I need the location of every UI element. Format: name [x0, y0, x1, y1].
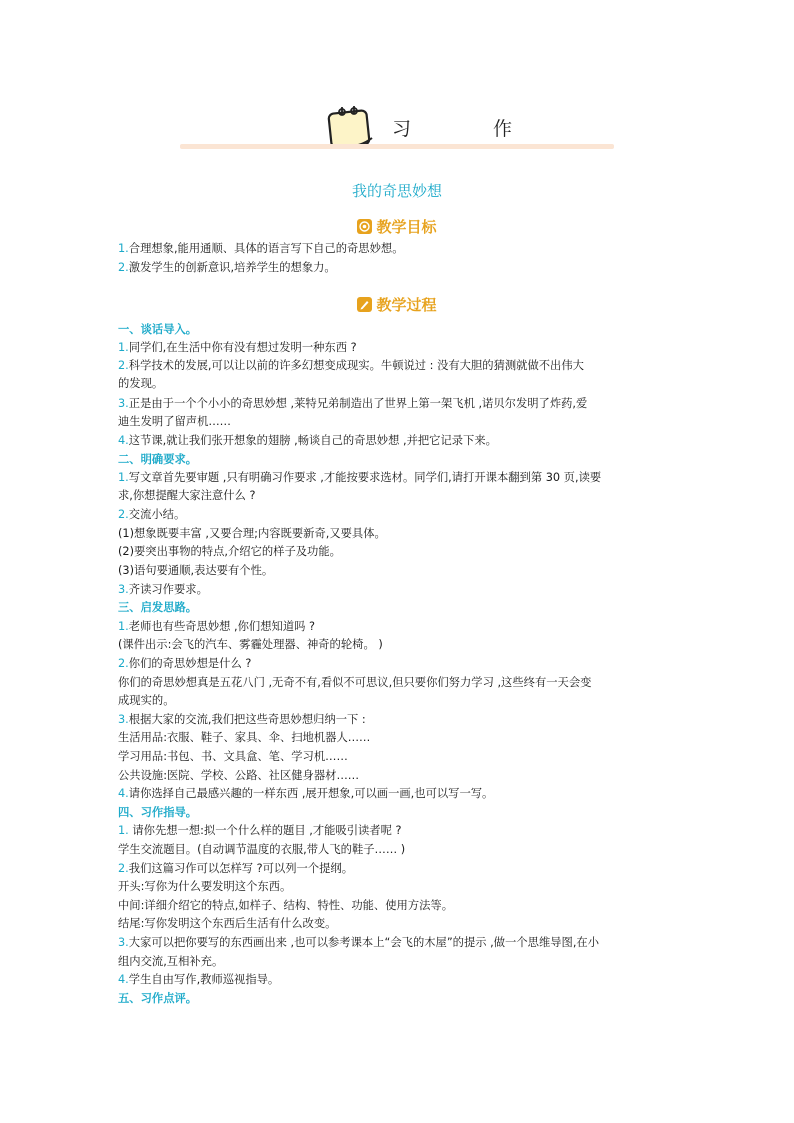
paragraph-line: (3)语句要通顺,表达要有个性。	[118, 564, 274, 577]
paragraph-line: 成现实的。	[118, 694, 175, 707]
process-heading-text: 教学过程	[376, 296, 437, 314]
paragraph-line: 的发现。	[118, 377, 164, 390]
pencil-icon	[357, 297, 372, 312]
paragraph-line: 2.你们的奇思妙想是什么 ?	[118, 657, 252, 670]
subsection-heading: 四、习作指导。	[118, 806, 198, 819]
paragraph-line: 生活用品:衣服、鞋子、家具、伞、扫地机器人……	[118, 731, 371, 744]
page-header	[180, 100, 614, 152]
paragraph-line: 3.大家可以把你要写的东西画出来 ,也可以参考课本上“会飞的木屋”的提示 ,做一个思维导图,在小	[118, 936, 600, 949]
paragraph-line: 1. 请你先想一想:拟一个什么样的题目 ,才能吸引读者呢 ?	[118, 824, 402, 837]
paragraph-line: 2.我们这篇习作可以怎样写 ?可以列一个提纲。	[118, 862, 354, 875]
paragraph-line: 3.根据大家的交流,我们把这些奇思妙想归纳一下 :	[118, 713, 366, 726]
paragraph-line: 1.老师也有些奇思妙想 ,你们想知道吗 ?	[118, 620, 316, 633]
paragraph-line: 1.写文章首先要审题 ,只有明确习作要求 ,才能按要求选材。同学们,请打开课本翻到第 30 页,读要	[118, 471, 602, 484]
paragraph-line: (2)要突出事物的特点,介绍它的样子及功能。	[118, 545, 341, 558]
paragraph-line: 你们的奇思妙想真是五花八门 ,无奇不有,看似不可思议,但只要你们努力学习 ,这些终有一天会变	[118, 676, 592, 689]
paragraph-line: 4.学生自由写作,教师巡视指导。	[118, 973, 280, 986]
paragraph-line: 公共设施:医院、学校、公路、社区健身器材……	[118, 769, 360, 782]
paragraph-line: 4.请你选择自己最感兴趣的一样东西 ,展开想象,可以画一画,也可以写一写。	[118, 787, 494, 800]
header-title: 习 作	[392, 118, 551, 140]
paragraph-line: 4.这节课,就让我们张开想象的翅膀 ,畅谈自己的奇思妙想 ,并把它记录下来。	[118, 434, 497, 447]
paragraph-line: 迪生发明了留声机……	[118, 415, 231, 428]
header-divider	[180, 144, 614, 149]
subsection-heading: 二、明确要求。	[118, 453, 198, 466]
subsection-heading: 五、习作点评。	[118, 992, 198, 1005]
subsection-heading: 三、启发思路。	[118, 601, 198, 614]
paragraph-line: 3.齐读习作要求。	[118, 583, 208, 596]
paragraph-line: 求,你想提醒大家注意什么 ?	[118, 489, 256, 502]
paragraph-line: 1.同学们,在生活中你有没有想过发明一种东西 ?	[118, 341, 357, 354]
paragraph-line: 2.交流小结。	[118, 508, 186, 521]
paragraph-line: 中间:详细介绍它的特点,如样子、结构、特性、功能、使用方法等。	[118, 899, 454, 912]
paragraph-line: 学习用品:书包、书、文具盒、笔、学习机……	[118, 750, 348, 763]
subsection-heading: 一、谈话导入。	[118, 323, 198, 336]
paragraph-line: 学生交流题目。(自动调节温度的衣服,带人飞的鞋子…… )	[118, 843, 406, 856]
goal-item: 2.激发学生的创新意识,培养学生的想象力。	[118, 261, 336, 274]
lesson-title: 我的奇思妙想	[351, 182, 442, 200]
goals-heading-text: 教学目标	[376, 218, 437, 236]
paragraph-line: 开头:写你为什么要发明这个东西。	[118, 880, 292, 893]
process-heading	[0, 294, 794, 315]
paragraph-line: (1)想象既要丰富 ,又要合理;内容既要新奇,又要具体。	[118, 527, 386, 540]
paragraph-line: 组内交流,互相补充。	[118, 955, 224, 968]
paragraph-line: (课件出示:会飞的汽车、雾霾处理器、神奇的轮椅。 )	[118, 638, 383, 651]
paragraph-line: 结尾:写你发明这个东西后生活有什么改变。	[118, 917, 337, 930]
paragraph-line: 2.科学技术的发展,可以让以前的许多幻想变成现实。牛顿说过 : 没有大胆的猜测就做不出伟大	[118, 359, 584, 372]
paragraph-line: 3.正是由于一个个小小的奇思妙想 ,莱特兄弟制造出了世界上第一架飞机 ,诺贝尔发明了炸药,爱	[118, 397, 588, 410]
goals-heading	[0, 216, 794, 237]
goal-item: 1.合理想象,能用通顺、具体的语言写下自己的奇思妙想。	[118, 242, 404, 255]
target-icon	[357, 219, 372, 234]
